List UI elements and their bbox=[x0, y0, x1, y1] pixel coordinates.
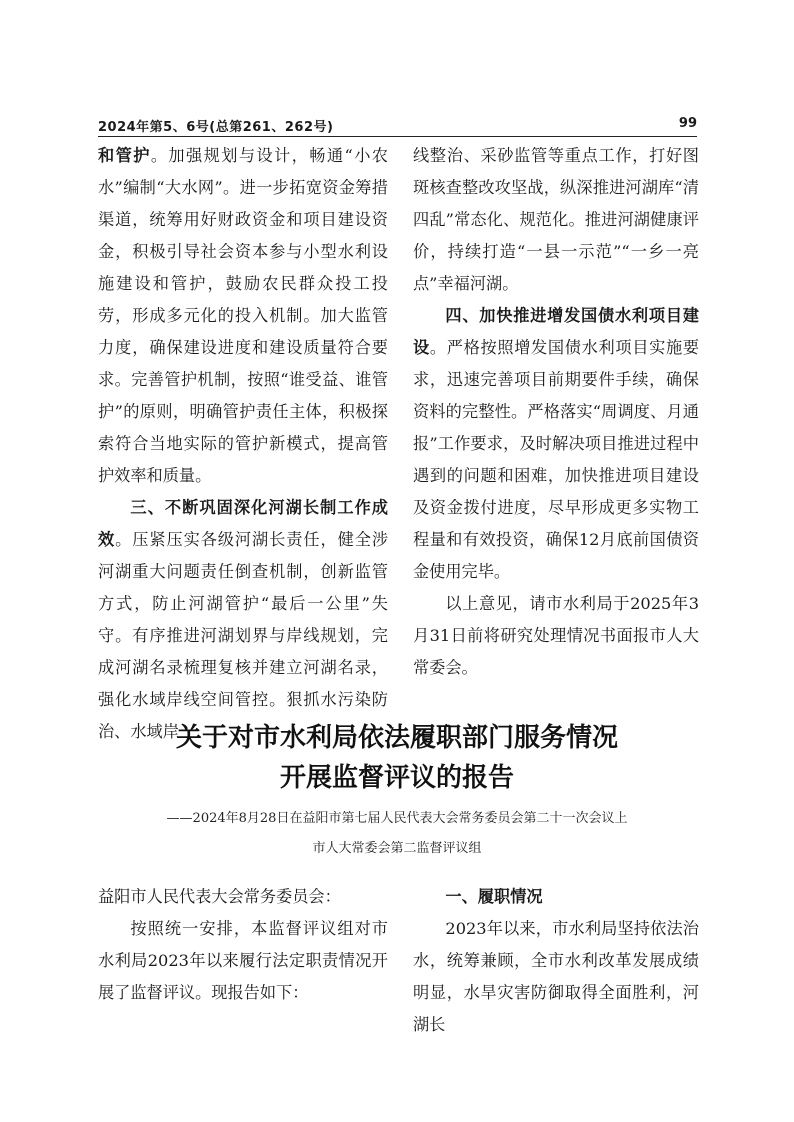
page-number: 99 bbox=[678, 116, 697, 131]
paragraph-lead: 和管护 bbox=[98, 146, 151, 165]
paragraph-text: 。压紧压实各级河湖长责任，健全涉河湖重大问题责任倒查机制，创新监管方式，防止河湖管护“最后一公里”失守。有序推进河湖划界与岸线规划，完成河湖名录梳理复核并建立河湖名录，强化水域岸线空间管控。狠抓水污染防治、水域岸 bbox=[98, 530, 389, 741]
section-heading: 四、加快推进增发国债水利项目建设 bbox=[413, 306, 699, 357]
section-heading: 三、不断巩固深化河湖长制工作成效 bbox=[98, 498, 388, 549]
salutation: 益阳市人民代表大会常务委员会： bbox=[98, 887, 341, 906]
article-subtitle-line-1: ——2024年8月28日在益阳市第七届人民代表大会常务委员会第二十一次会议上 bbox=[166, 811, 628, 826]
column-bottom-right bbox=[413, 881, 699, 1041]
paragraph bbox=[413, 140, 699, 300]
paragraph bbox=[413, 300, 699, 588]
paragraph bbox=[98, 140, 388, 492]
article-title-block bbox=[60, 718, 734, 864]
article-subtitle bbox=[60, 804, 734, 864]
issue-label: 2024年第5、6号(总第261、262号) bbox=[98, 120, 334, 135]
article-subtitle-line-2: 市人大常委会第二监督评议组 bbox=[312, 841, 482, 856]
column-top-right bbox=[413, 140, 699, 684]
section-heading: 一、履职情况 bbox=[445, 887, 543, 906]
paragraph-text: 2023年以来，市水利局坚持依法治水，统筹兼顾，全市水利改革发展成绩明显，水旱灾害防御取得全面胜利，河湖长 bbox=[413, 919, 699, 1034]
paragraph bbox=[413, 588, 699, 684]
paragraph-text: 线整治、采砂监管等重点工作，打好图斑核查整改攻坚战，纵深推进河湖库“清四乱”常态化、规范化。推进河湖健康评价，持续打造“一县一示范”“一乡一亮点”幸福河湖。 bbox=[413, 146, 699, 293]
column-bottom-left bbox=[98, 881, 388, 1009]
paragraph bbox=[413, 913, 699, 1041]
paragraph-text: 。加强规划与设计，畅通“小农水”编制“大水网”。进一步拓宽资金筹措渠道，统筹用好财政资金和项目建设资金，积极引导社会资本参与小型水利设施建设和管护，鼓励农民群众投工投劳，形成多元化的投入机制。加大监管力度，确保建设进度和建设质量符合要求。完善管护机制，按照“谁受益、谁管护”的原则，明确管护责任主体，积极探索符合当地实际的管护新模式，提高管护效率和质量。 bbox=[98, 146, 388, 485]
article-title-line-2: 开展监督评议的报告 bbox=[279, 763, 514, 793]
paragraph bbox=[98, 913, 388, 1009]
paragraph bbox=[98, 492, 388, 748]
running-header bbox=[98, 116, 697, 137]
paragraph-text: 。严格按照增发国债水利项目实施要求，迅速完善项目前期要件手续，确保资料的完整性。严格落实“周调度、月通报”工作要求，及时解决项目推进过程中遇到的问题和困难，加快推进项目建设及资金拨付进度，尽早形成更多实物工程量和有效投资，确保12月底前国债资金使用完毕。 bbox=[413, 338, 700, 581]
paragraph-text: 按照统一安排，本监督评议组对市水利局2023年以来履行法定职责情况开展了监督评议。现报告如下： bbox=[98, 919, 388, 1002]
article-title-line-1: 关于对市水利局依法履职部门服务情况 bbox=[175, 723, 618, 753]
column-top-left bbox=[98, 140, 388, 748]
paragraph-text: 以上意见，请市水利局于2025年3月31日前将研究处理情况书面报市人大常委会。 bbox=[413, 594, 699, 677]
